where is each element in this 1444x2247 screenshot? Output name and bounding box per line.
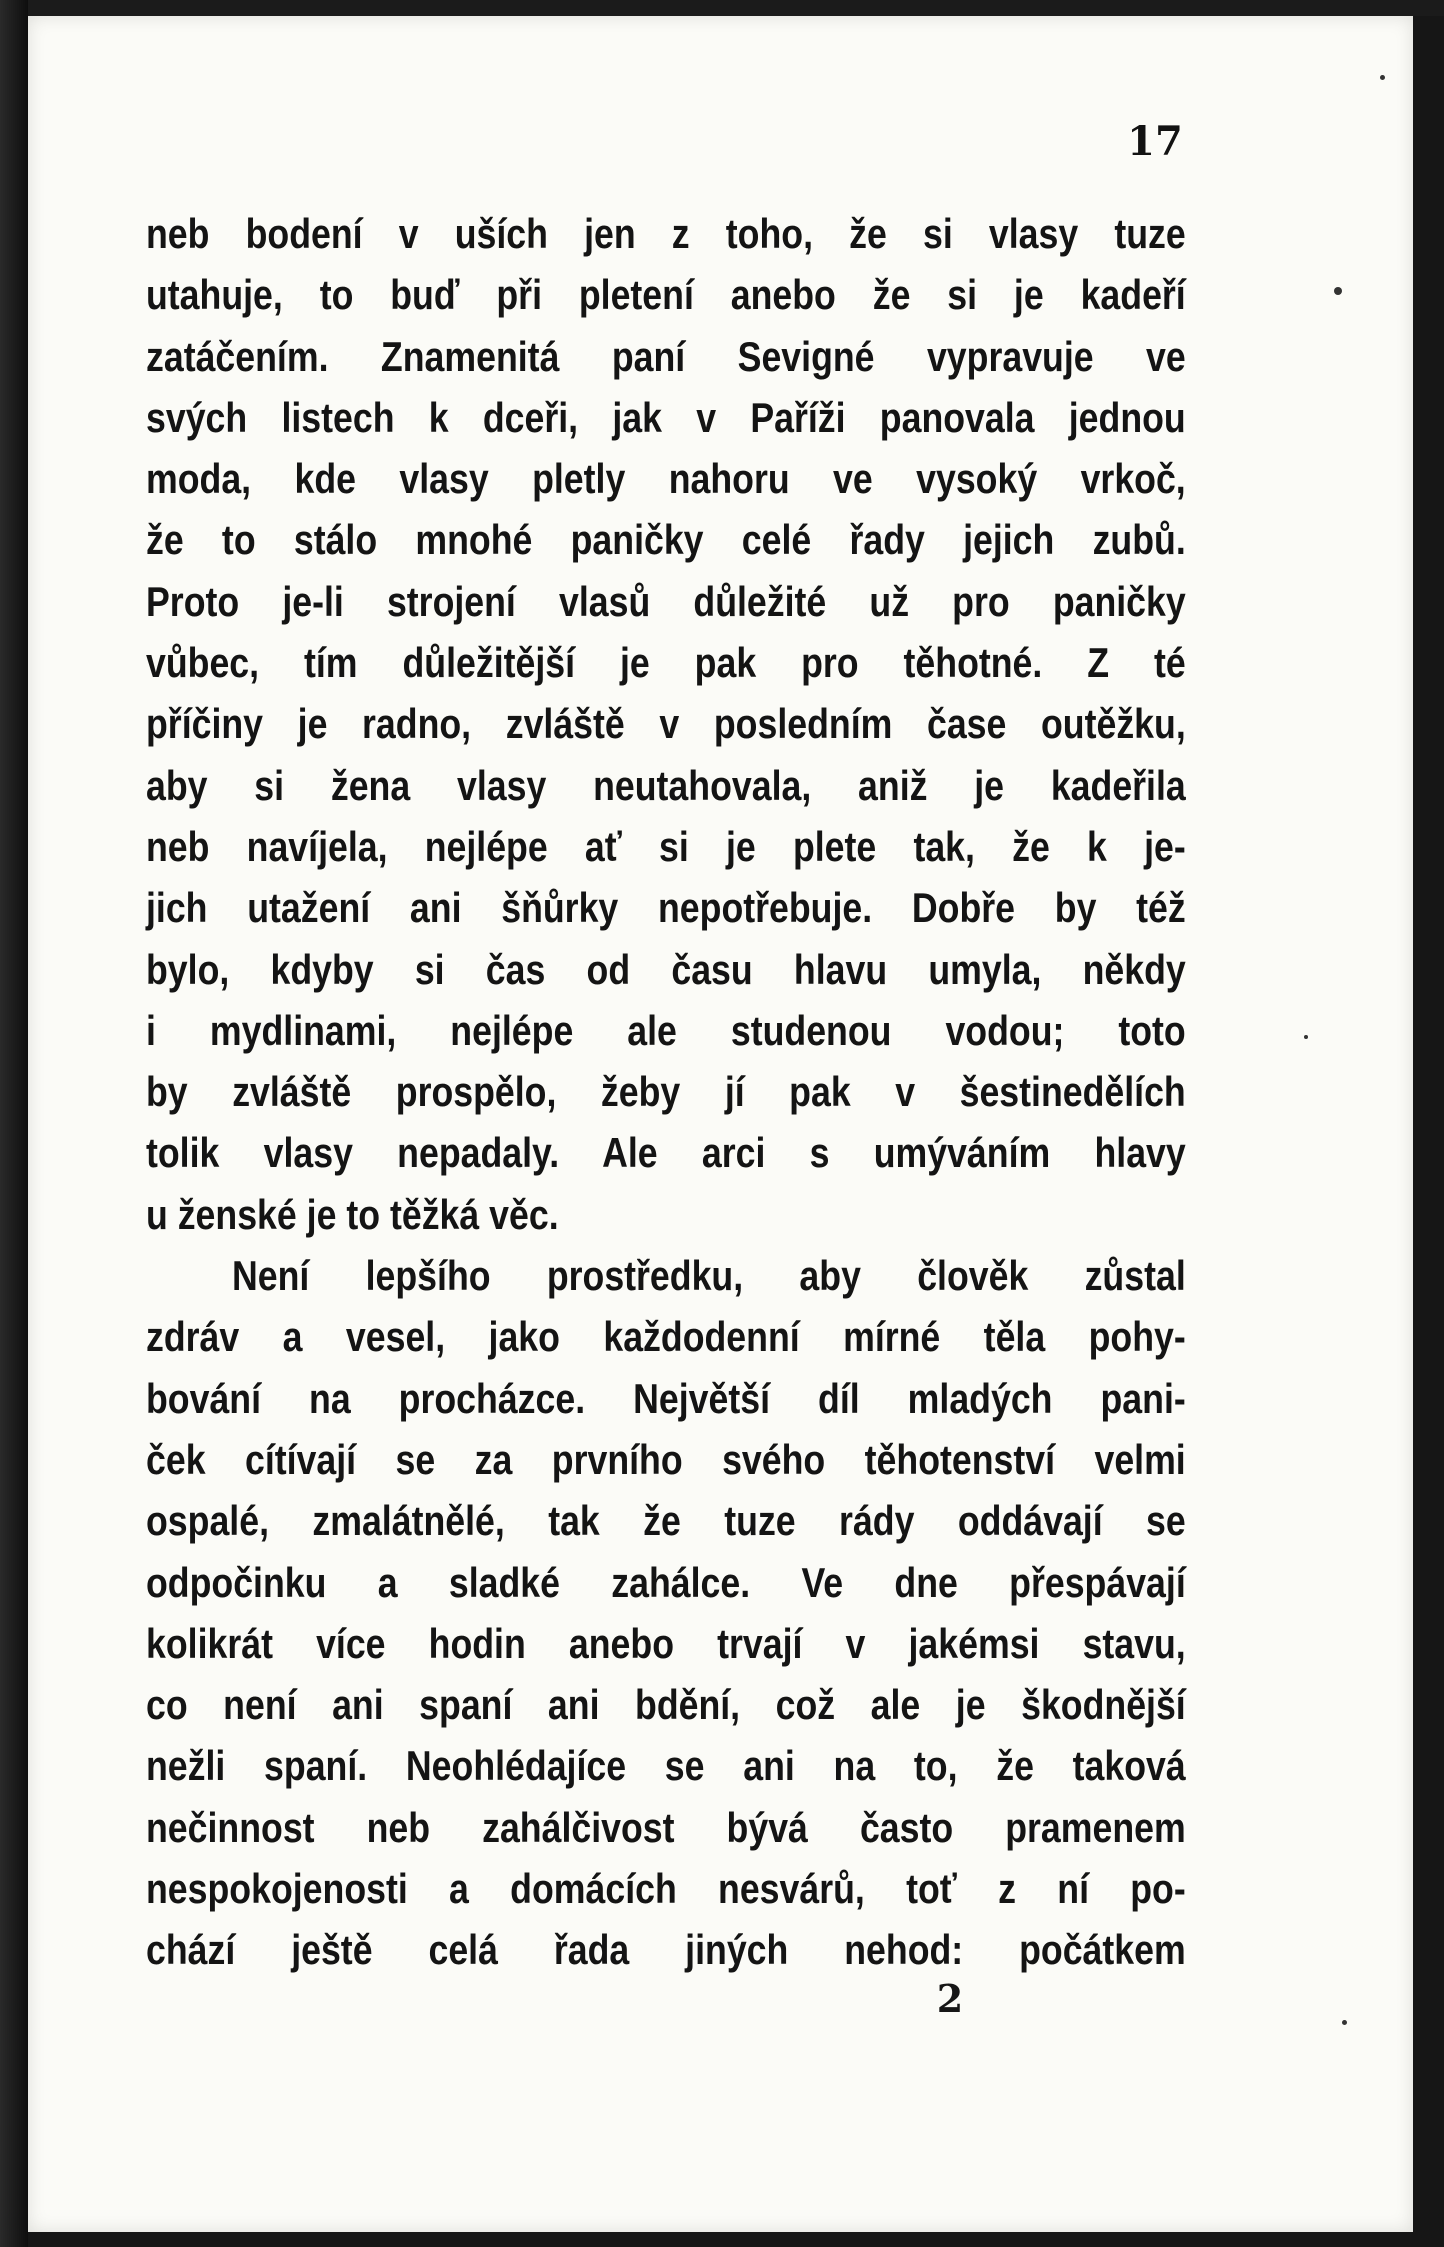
text-line: neb navíjela, nejlépe ať si je plete tak, že k je- [146,822,1186,870]
text-line: kolikrát více hodin anebo trvají v jakémsi stavu, [146,1619,1186,1667]
scan-speck [1380,75,1385,80]
text-line: by zvláště prospělo, žeby jí pak v šestinedělích [146,1068,1186,1116]
text-line: že to stálo mnohé paničky celé řady jejich zubů. [146,516,1186,564]
text-line: i mydlinami, nejlépe ale studenou vodou; toto [146,1006,1186,1054]
text-line: tolik vlasy nepadaly. Ale arci s umýváním hlavy [146,1129,1186,1177]
text-line: ospalé, zmalátnělé, tak že tuze rády oddávají se [146,1497,1186,1545]
text-line: bylo, kdyby si čas od času hlavu umyla, někdy [146,945,1186,993]
signature-mark: 2 [936,1976,964,2021]
text-line: Proto je-li strojení vlasů důležité už pro paničky [146,577,1186,625]
text-line: odpočinku a sladké zahálce. Ve dne přespávají [146,1558,1186,1606]
text-line: zdráv a vesel, jako každodenní mírné těla pohy- [146,1313,1186,1361]
scan-speck [1342,2020,1347,2025]
text-line: moda, kde vlasy pletly nahoru ve vysoký vrkoč, [146,455,1186,503]
text-line: u ženské je to těžká věc. [146,1190,559,1238]
text-line: jich utažení ani šňůrky nepotřebuje. Dobře by též [146,884,1186,932]
text-line: ček cítívají se za prvního svého těhotenství velmi [146,1435,1186,1483]
page-number: 17 [1127,118,1183,165]
text-line: aby si žena vlasy neutahovala, aniž je kadeřila [146,761,1186,809]
scan-top-edge [0,0,1444,16]
scan-left-edge [0,0,28,2247]
scan-speck [1334,287,1342,295]
text-line: nespokojenosti a domácích nesvárů, toť z ní po- [146,1865,1186,1913]
body-text [146,203,1186,1981]
text-line: nečinnost neb zahálčivost bývá často pramenem [146,1803,1186,1851]
scan-speck [1304,1035,1308,1039]
text-line: vůbec, tím důležitější je pak pro těhotné. Z té [146,639,1186,687]
text-line: Není lepšího prostředku, aby člověk zůstal [232,1252,1186,1300]
text-line: zatáčením. Znamenitá paní Sevigné vypravuje ve [146,332,1186,380]
text-line: chází ještě celá řada jiných nehod: počátkem [146,1926,1186,1974]
text-line: příčiny je radno, zvláště v posledním čase outěžku, [146,700,1186,748]
text-line: utahuje, to buď při pletení anebo že si je kadeří [146,271,1186,319]
text-line: bování na procházce. Největší díl mladých pani- [146,1374,1186,1422]
text-line: co není ani spaní ani bdění, což ale je škodnější [146,1681,1186,1729]
text-line: neb bodení v uších jen z toho, že si vlasy tuze [146,210,1186,257]
text-line: svých listech k dceři, jak v Paříži panovala jednou [146,393,1186,441]
text-line: nežli spaní. Neohlédajíce se ani na to, že taková [146,1742,1186,1790]
